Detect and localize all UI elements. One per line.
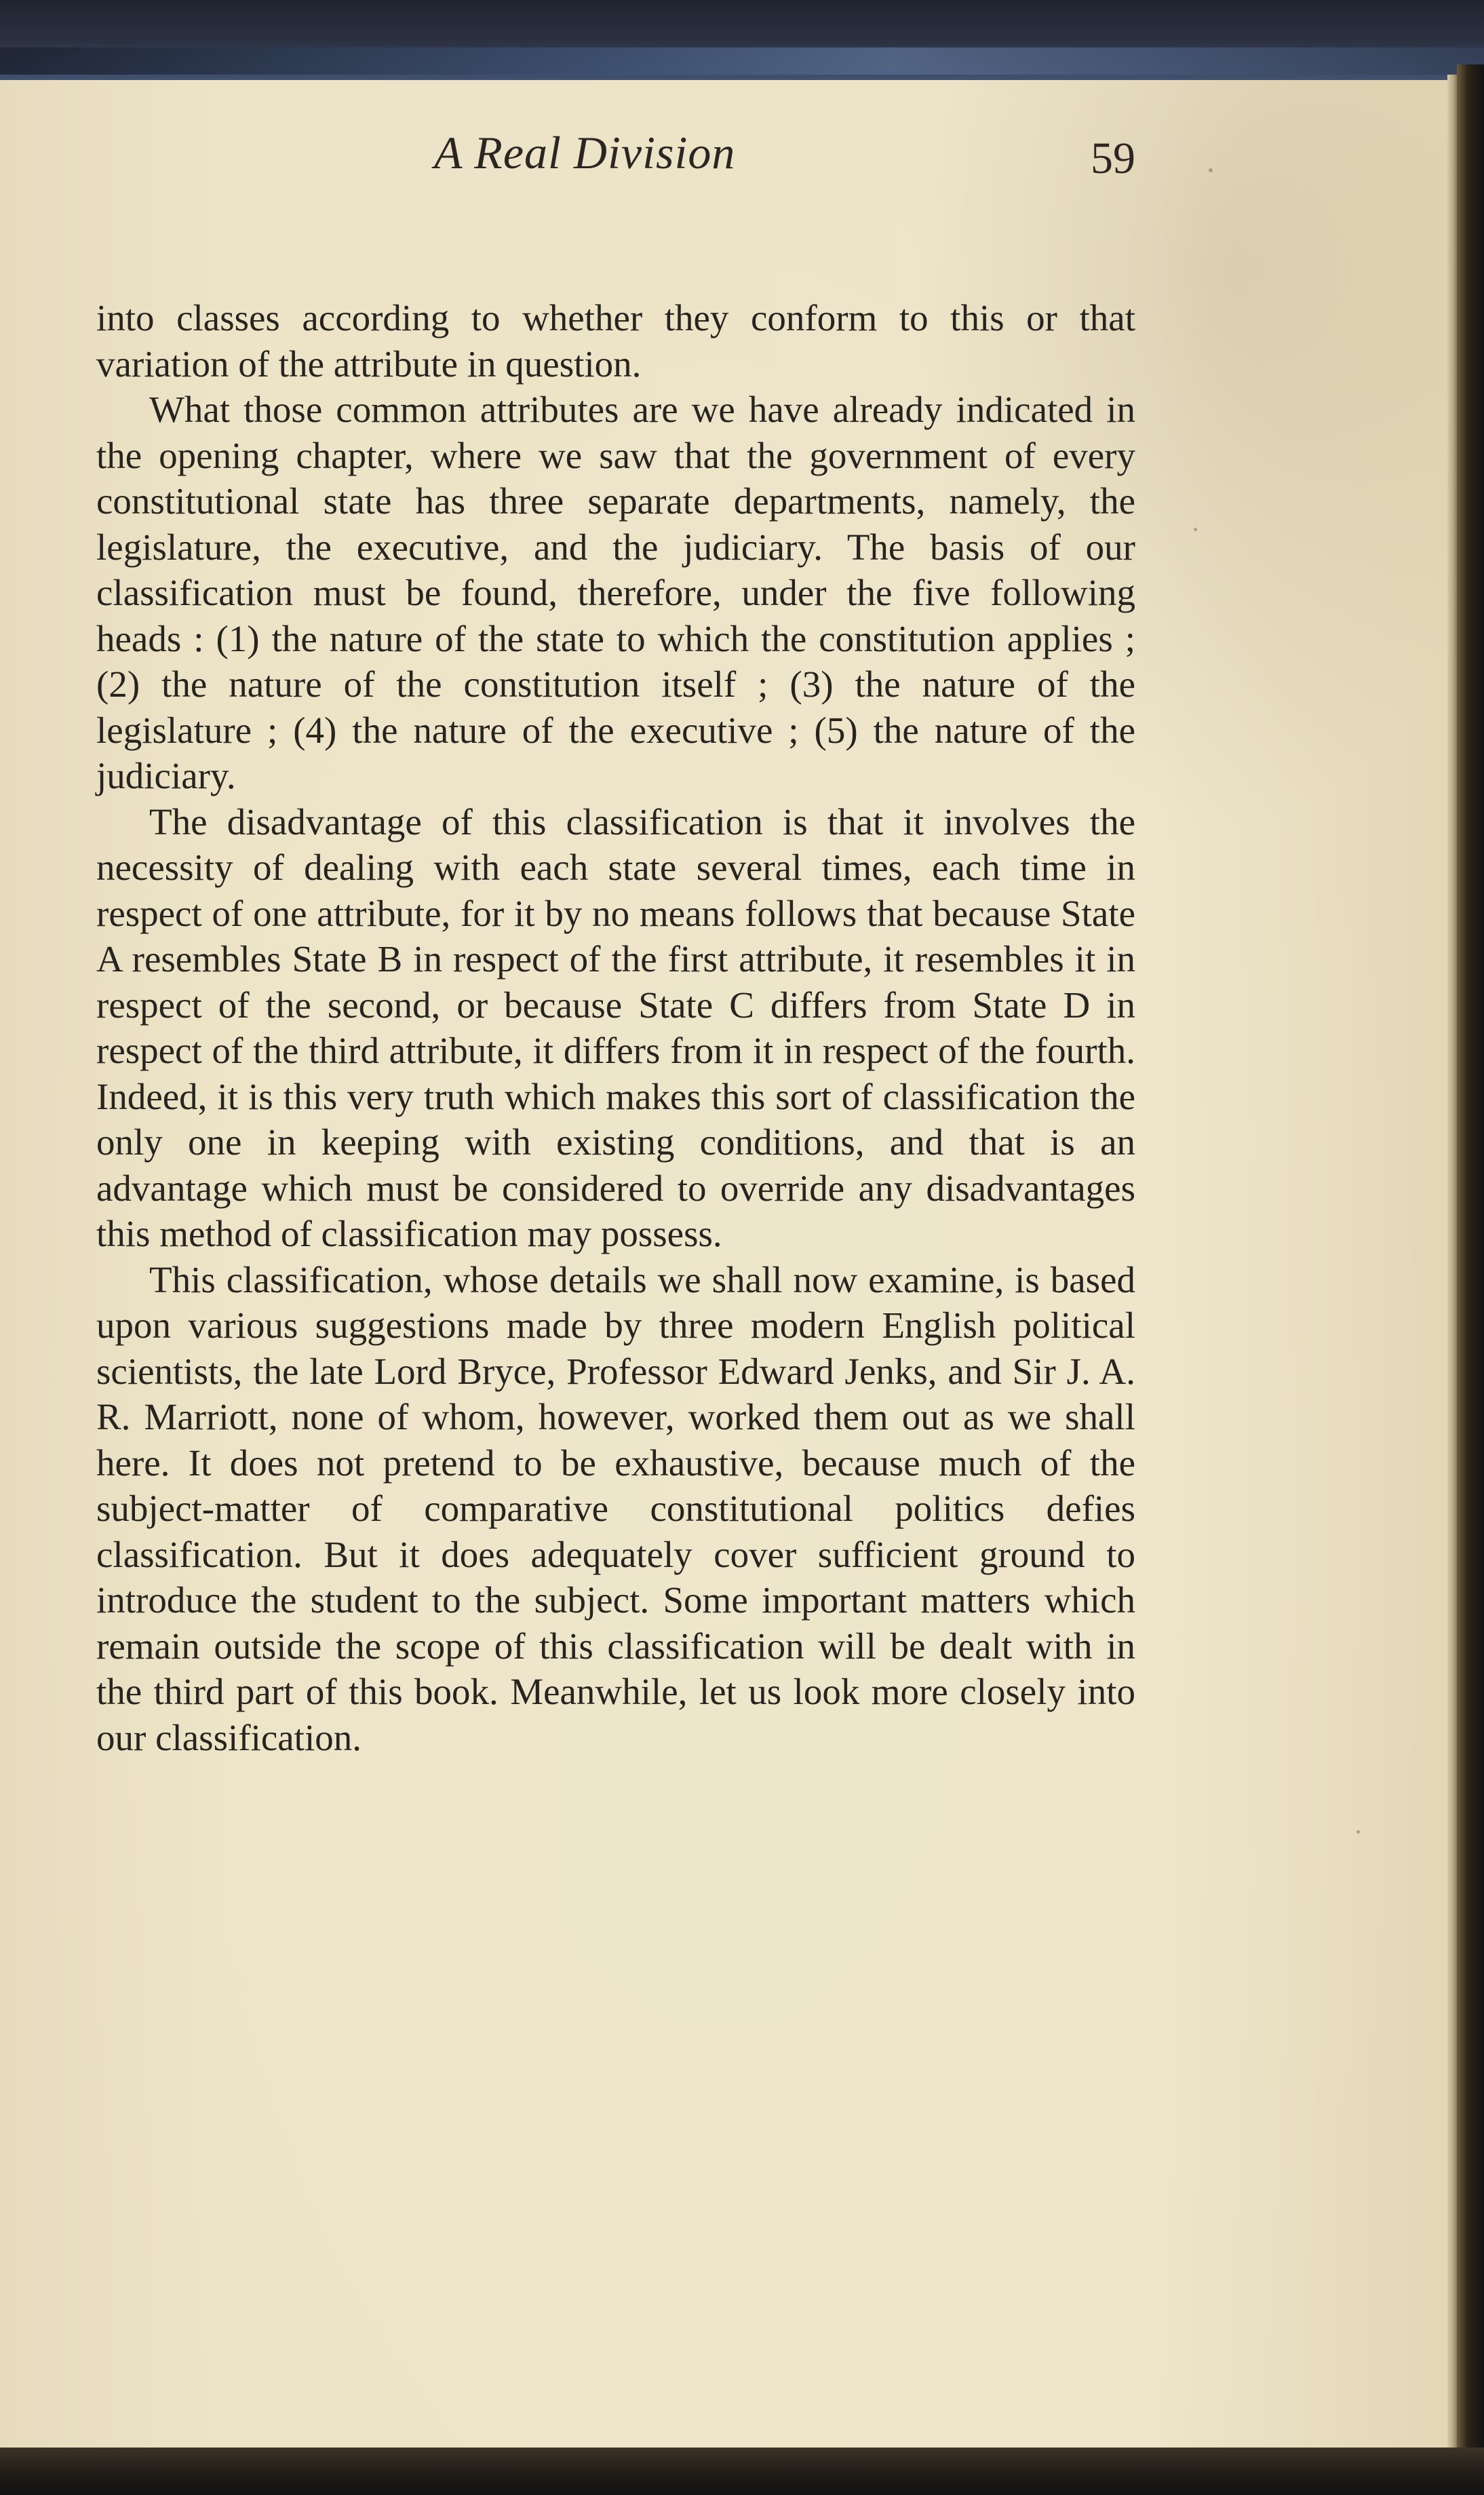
book-top-edge [0, 0, 1484, 92]
page-block-edge [1447, 75, 1457, 2483]
book-binding-edge [0, 47, 1484, 75]
paragraph-continuation: into classes according to whether they conform to this or that variation of the attribute in question. [96, 297, 1135, 385]
body-text [96, 295, 1135, 1760]
book-spine-edge [1457, 64, 1484, 2495]
paragraph: What those common attributes are we have already indicated in the opening chapter, where we saw that the government of every constitutional state has three separate departments, namely, the legislature, the executive, and the judiciary. The basis of our classification must be found, therefore, under the five following heads : (1) the nature of the state to which the constitution applies ; (2) the nature of the constitution itself ; (3) the nature of the legislature ; (4) the nature of the executive ; (5) the nature of the judiciary. [96, 389, 1135, 796]
paragraph: This classification, whose details we shall now examine, is based upon various suggestions made by three modern English political scientists, the late Lord Bryce, Professor Edward Jenks, and Sir J. A. R. Marriott, none of whom, however, worked them out as we shall here. It does not pretend to be exhaustive, because much of the subject-matter of comparative constitutional politics defies classification. But it does adequately cover sufficient ground to introduce the student to the subject. Some important matters which remain outside the scope of this classification will be dealt with in the third part of this book. Meanwhile, let us look more closely into our classification. [96, 1258, 1135, 1758]
paragraph: The disadvantage of this classification is that it involves the necessity of dealing with each state several times, each time in respect of one attribute, for it by no means follows that because State A resembles State B in respect of the first attribute, it resembles it in respect of the second, or because State C differs from State D in respect of the third attribute, it differs from it in respect of the fourth. Indeed, it is this very truth which makes this sort of classification the only one in keeping with existing conditions, and that is an advantage which must be considered to override any disadvantages this method of classification may possess. [96, 800, 1135, 1254]
page-number: 59 [1091, 134, 1135, 183]
paper-speck [1356, 1830, 1360, 1834]
paper-speck [1194, 528, 1197, 531]
book-bottom-edge [0, 2448, 1484, 2495]
page-header [0, 126, 1447, 208]
running-head: A Real Division [434, 127, 736, 178]
